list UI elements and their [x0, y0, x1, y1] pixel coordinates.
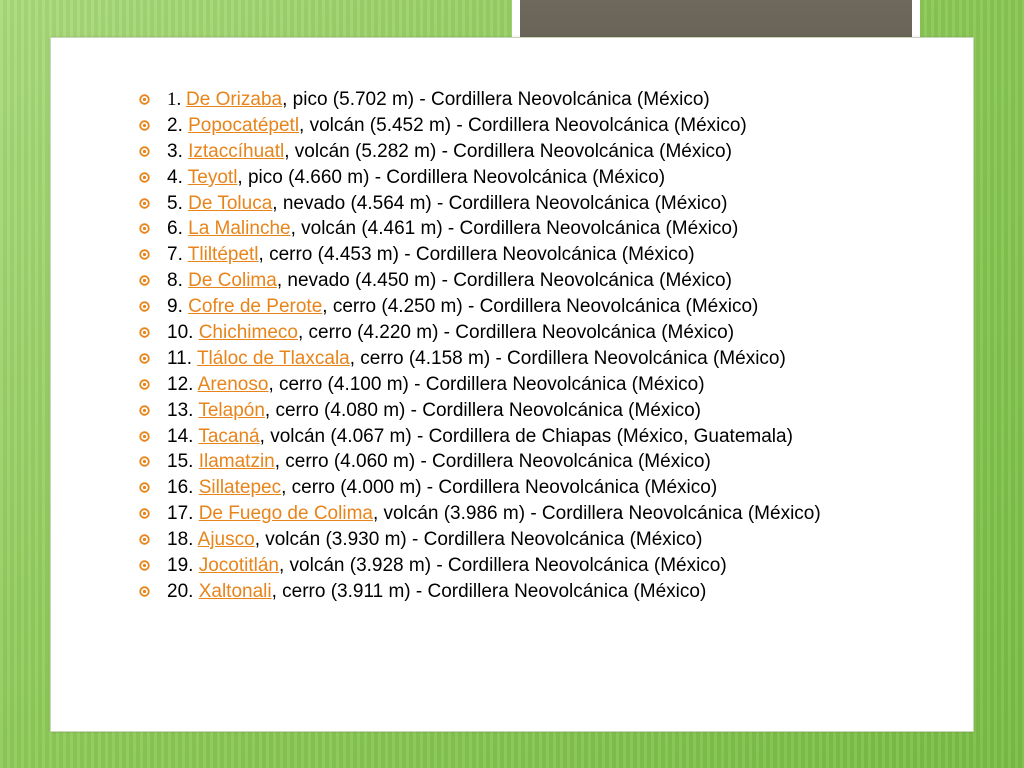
circle-dot-bullet-icon — [139, 301, 150, 312]
item-number: 16. — [167, 477, 199, 499]
peak-link[interactable]: Tláloc de Tlaxcala — [196, 347, 350, 369]
list-item — [135, 142, 835, 162]
item-number: 6. — [167, 218, 189, 240]
list-item — [135, 401, 835, 421]
item-number: 17. — [167, 503, 199, 525]
item-number: 14. — [167, 425, 199, 447]
item-number: 20. — [167, 580, 199, 602]
peak-link[interactable]: De Toluca — [188, 192, 273, 214]
circle-dot-bullet-icon — [139, 94, 150, 105]
circle-dot-bullet-icon — [139, 508, 150, 519]
item-description: , cerro (4.000 m) - Cordillera Neovolcánica (México) — [281, 477, 718, 499]
circle-dot-bullet-icon — [139, 120, 150, 131]
item-description: , nevado (4.564 m) - Cordillera Neovolcánica (México) — [272, 192, 728, 214]
peak-link[interactable]: Popocatépetl — [188, 114, 300, 136]
peak-link[interactable]: Ajusco — [197, 529, 255, 551]
item-description: , pico (5.702 m) - Cordillera Neovolcánica (México) — [282, 89, 710, 110]
item-number: 12. — [167, 373, 198, 395]
item-description: , cerro (4.453 m) - Cordillera Neovolcánica (México) — [258, 244, 695, 266]
peak-link[interactable]: Iztaccíhuatl — [188, 140, 285, 162]
list-item — [135, 90, 835, 110]
item-number: 3. — [167, 140, 189, 162]
item-description: , volcán (5.282 m) - Cordillera Neovolcánica (México) — [284, 140, 732, 162]
item-description: , cerro (3.911 m) - Cordillera Neovolcánica (México) — [271, 580, 707, 602]
list-item — [135, 478, 835, 498]
list-item — [135, 427, 835, 447]
circle-dot-bullet-icon — [139, 275, 150, 286]
circle-dot-bullet-icon — [139, 353, 150, 364]
circle-dot-bullet-icon — [139, 327, 150, 338]
peak-list — [135, 90, 835, 608]
item-number: 18. — [167, 529, 198, 551]
list-item — [135, 323, 835, 343]
peak-link[interactable]: De Orizaba — [186, 89, 283, 110]
item-description: , cerro (4.220 m) - Cordillera Neovolcánica (México) — [297, 322, 735, 344]
item-number: 8. — [167, 270, 189, 292]
list-item — [135, 271, 835, 291]
peak-link[interactable]: Ilamatzin — [198, 451, 275, 473]
item-number: 9. — [167, 296, 189, 318]
circle-dot-bullet-icon — [139, 405, 150, 416]
item-number: 4. — [167, 166, 188, 188]
peak-link[interactable]: Tliltépetl — [187, 244, 259, 266]
item-description: , pico (4.660 m) - Cordillera Neovolcánica (México) — [237, 166, 666, 188]
item-description: , cerro (4.100 m) - Cordillera Neovolcánica (México) — [268, 373, 705, 395]
circle-dot-bullet-icon — [139, 379, 150, 390]
item-description: , volcán (5.452 m) - Cordillera Neovolcánica (México) — [299, 114, 747, 136]
peak-link[interactable]: De Fuego de Colima — [198, 503, 373, 525]
peak-link[interactable]: De Colima — [188, 270, 277, 292]
item-description: , volcán (3.930 m) - Cordillera Neovolcánica (México) — [254, 529, 703, 551]
item-description: , cerro (4.080 m) - Cordillera Neovolcánica (México) — [264, 399, 702, 421]
item-description: , volcán (3.928 m) - Cordillera Neovolcánica (México) — [278, 555, 727, 577]
list-item — [135, 245, 835, 265]
item-description: , nevado (4.450 m) - Cordillera Neovolcánica (México) — [276, 270, 732, 292]
circle-dot-bullet-icon — [139, 198, 150, 209]
peak-link[interactable]: Arenoso — [197, 373, 269, 395]
item-description: , volcán (3.986 m) - Cordillera Neovolcánica (México) — [372, 503, 821, 525]
item-number: 5. — [167, 192, 189, 214]
circle-dot-bullet-icon — [139, 146, 150, 157]
list-item — [135, 168, 835, 188]
item-number: 13. — [167, 399, 199, 421]
peak-link[interactable]: Tacaná — [198, 425, 260, 447]
item-description: , cerro (4.250 m) - Cordillera Neovolcánica (México) — [322, 296, 759, 318]
item-number: 1. — [167, 89, 186, 110]
list-item — [135, 194, 835, 214]
circle-dot-bullet-icon — [139, 560, 150, 571]
item-description: , volcán (4.461 m) - Cordillera Neovolcánica (México) — [290, 218, 739, 240]
list-item — [135, 556, 835, 576]
list-item — [135, 219, 835, 239]
item-number: 2. — [167, 114, 189, 136]
item-number: 19. — [167, 555, 199, 577]
item-number: 10. — [167, 322, 199, 344]
list-item — [135, 297, 835, 317]
item-number: 11. — [167, 347, 197, 369]
circle-dot-bullet-icon — [139, 431, 150, 442]
item-number: 15. — [167, 451, 199, 473]
circle-dot-bullet-icon — [139, 249, 150, 260]
circle-dot-bullet-icon — [139, 172, 150, 183]
list-item — [135, 375, 835, 395]
circle-dot-bullet-icon — [139, 586, 150, 597]
list-item — [135, 530, 835, 550]
list-item — [135, 116, 835, 136]
peak-link[interactable]: Telapón — [198, 399, 265, 421]
peak-link[interactable]: Teyotl — [187, 166, 238, 188]
peak-link[interactable]: Sillatepec — [198, 477, 282, 499]
item-description: , cerro (4.158 m) - Cordillera Neovolcánica (México) — [349, 347, 786, 369]
circle-dot-bullet-icon — [139, 534, 150, 545]
peak-link[interactable]: Chichimeco — [198, 322, 298, 344]
item-description: , cerro (4.060 m) - Cordillera Neovolcánica (México) — [274, 451, 711, 473]
circle-dot-bullet-icon — [139, 482, 150, 493]
list-item — [135, 349, 835, 369]
peak-link[interactable]: Jocotitlán — [198, 555, 279, 577]
list-item — [135, 452, 835, 472]
peak-link[interactable]: Cofre de Perote — [188, 296, 323, 318]
list-item — [135, 582, 835, 602]
list-item — [135, 504, 835, 524]
circle-dot-bullet-icon — [139, 456, 150, 467]
item-number: 7. — [167, 244, 188, 266]
peak-link[interactable]: La Malinche — [188, 218, 291, 240]
circle-dot-bullet-icon — [139, 223, 150, 234]
peak-link[interactable]: Xaltonali — [198, 580, 272, 602]
slide-content-panel — [50, 37, 974, 732]
item-description: , volcán (4.067 m) - Cordillera de Chiapas (México, Guatemala) — [259, 425, 793, 447]
